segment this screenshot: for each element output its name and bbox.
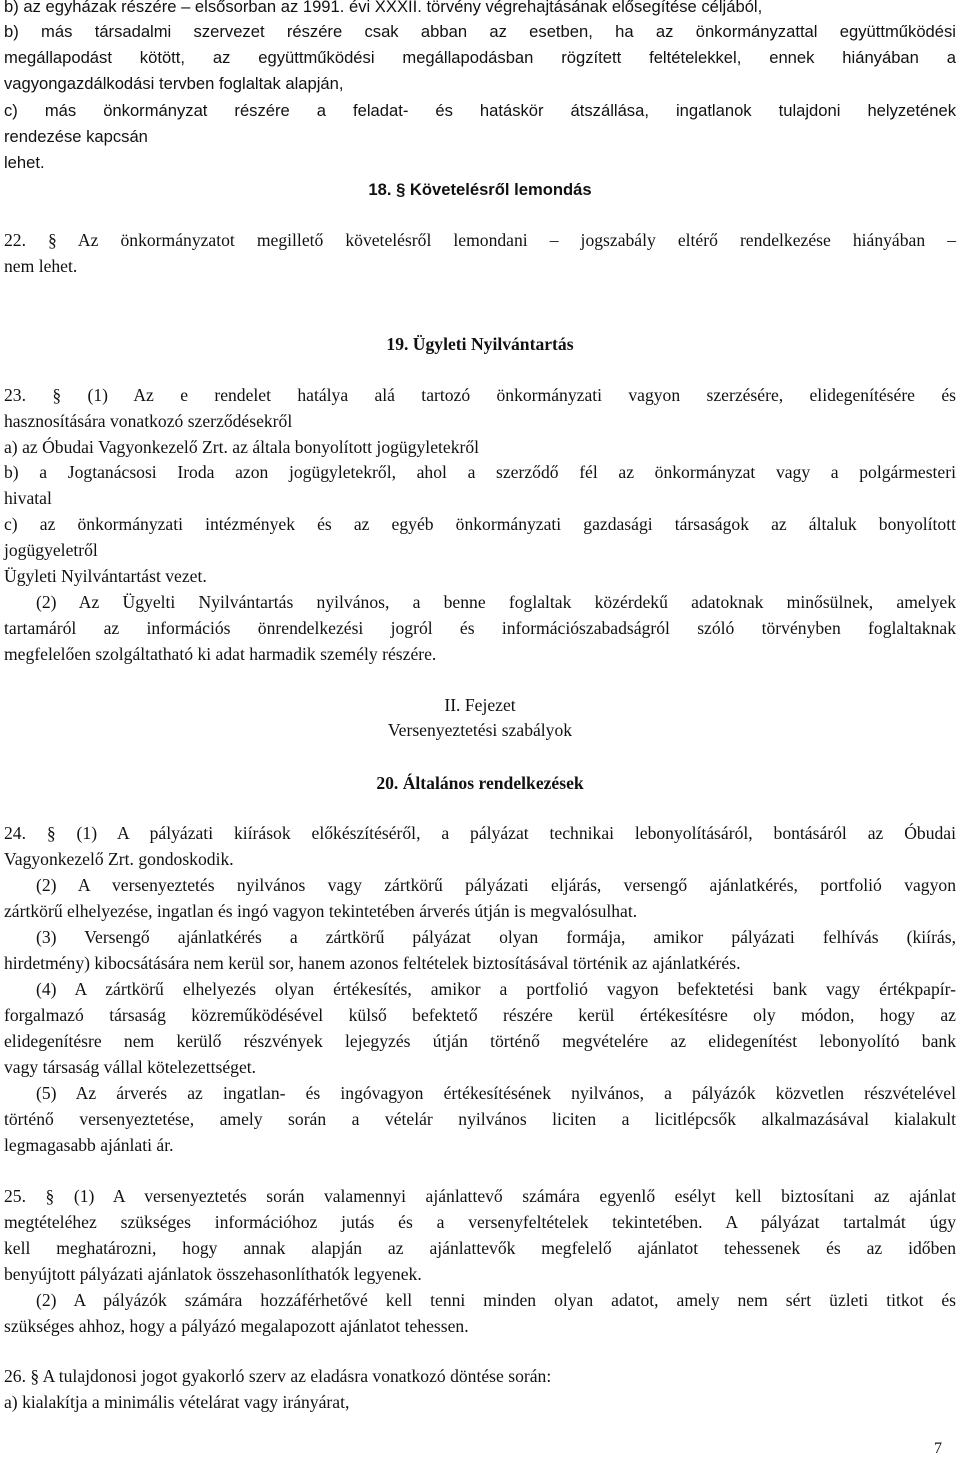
text-line: legmagasabb ajánlati ár. [4, 1135, 174, 1155]
text-line: megfelelően szolgáltatható ki adat harmadik személy részére. [4, 644, 437, 664]
section-heading: 20. Általános rendelkezések [376, 773, 584, 793]
page-number: 7 [934, 1440, 942, 1457]
text-line: megállapodást kötött, az együttműködési megállapodásban rögzített feltételekkel, ennek hiányában a [4, 48, 956, 67]
text-line: 24. § (1) A pályázati kiírások előkészítéséről, a pályázat technikai lebonyolításáról, bontásáról az Óbudai [4, 823, 956, 843]
section-heading: 19. Ügyleti Nyilvántartás [386, 334, 574, 354]
text-line: c) az önkormányzati intézmények és az egyéb önkormányzati gazdasági társaságok az általuk bonyolított [4, 514, 956, 534]
text-line: nem lehet. [4, 256, 78, 276]
text-line: (5) Az árverés az ingatlan- és ingóvagyon értékesítésének nyilvános, a pályázók közvetlen részvételével [36, 1083, 956, 1103]
text-line: b) az egyházak részére – elsősorban az 1991. évi XXXII. törvény végrehajtásának elősegítése céljából, [4, 0, 763, 16]
text-line: hirdetmény) kibocsátására nem kerül sor, hanem azonos feltételek biztosításával történik az ajánlatkérés. [4, 953, 741, 973]
section-heading: 18. § Követelésről lemondás [368, 180, 592, 199]
text-line: lehet. [4, 153, 45, 172]
text-line: hasznosítására vonatkozó szerződésekről [4, 411, 293, 431]
text-line: megtételéhez szükséges információhoz jutás és a versenyfeltételek tekintetében. A pályázat tartalmát úgy [4, 1212, 956, 1232]
text-line: zártkörű elhelyezése, ingatlan és ingó vagyon tekintetében árverés útján is megvalósulhat. [4, 901, 638, 921]
text-line: vagyongazdálkodási tervben foglaltak alapján, [4, 74, 344, 93]
text-line: 23. § (1) Az e rendelet hatálya alá tartozó önkormányzati vagyon szerzésére, elidegenítésére és [4, 385, 956, 405]
text-line: benyújtott pályázati ajánlatok összehasonlíthatók legyenek. [4, 1264, 422, 1284]
text-line: hivatal [4, 488, 52, 508]
text-line: a) kialakítja a minimális vételárat vagy irányárat, [4, 1392, 350, 1412]
text-line: Ügyleti Nyilvántartást vezet. [4, 566, 207, 586]
text-line: 26. § A tulajdonosi jogot gyakorló szerv az eladásra vonatkozó döntése során: [4, 1366, 552, 1386]
text-line: jogügyeletről [4, 540, 98, 560]
text-line: (3) Versengő ajánlatkérés a zártkörű pályázat olyan formája, amikor pályázati felhívás (kiírás, [36, 927, 956, 947]
text-line: kell meghatározni, hogy annak alapján az ajánlattevők megfelelő ajánlatot tehessenek és az időben [4, 1238, 956, 1258]
text-line: vagy társaság vállal kötelezettséget. [4, 1057, 257, 1077]
text-line: elidegenítésre nem kerülő részvények lejegyzés útján történő megvételére az elidegenítést lebonyolító bank [4, 1031, 956, 1051]
text-line: (2) A versenyeztetés nyilvános vagy zártkörű pályázati eljárás, versengő ajánlatkérés, portfolió vagyon [36, 875, 956, 895]
text-line: rendezése kapcsán [4, 127, 148, 146]
text-line: tartamáról az információs önrendelkezési jogról és információszabadságról szóló törvényben foglaltaknak [4, 618, 956, 638]
text-line: szükséges ahhoz, hogy a pályázó megalapozott ajánlatot tehessen. [4, 1316, 469, 1336]
text-line: Vagyonkezelő Zrt. gondoskodik. [4, 849, 234, 869]
text-line: 25. § (1) A versenyeztetés során valamennyi ajánlattevő számára egyenlő esélyt kell biztosítani az ajánlat [4, 1186, 956, 1206]
chapter-title: Versenyeztetési szabályok [387, 720, 573, 740]
text-line: (2) A pályázók számára hozzáférhetővé kell tenni minden olyan adatot, amely nem sért üzleti titkot és [36, 1290, 956, 1310]
text-line: történő versenyeztetése, amely során a vételár nyilvános liciten a licitlépcsők alkalmazásával kialakult [4, 1109, 956, 1129]
text-line: 22. § Az önkormányzatot megillető követelésről lemondani – jogszabály eltérő rendelkezése hiányában – [4, 230, 956, 250]
text-line: b) a Jogtanácsosi Iroda azon jogügyletekről, ahol a szerződő fél az önkormányzat vagy a polgármesteri [4, 462, 956, 482]
text-line: a) az Óbudai Vagyonkezelő Zrt. az általa bonyolított jogügyletekről [4, 437, 480, 457]
text-line: b) más társadalmi szervezet részére csak abban az esetben, ha az önkormányzattal együttműködési [4, 22, 956, 41]
text-line: (2) Az Ügyelti Nyilvántartás nyilvános, a benne foglaltak közérdekű adatoknak minősülnek, amelyek [36, 592, 956, 612]
text-line: (4) A zártkörű elhelyezés olyan értékesítés, amikor a portfolió vagyon befektetési bank vagy értékpapír- [36, 979, 956, 999]
text-line: c) más önkormányzat részére a feladat- és hatáskör átszállása, ingatlanok tulajdoni helyzetének [4, 101, 956, 120]
chapter-number: II. Fejezet [444, 695, 516, 715]
text-line: forgalmazó társaság közreműködésével külső befektető részére kerül értékesítésre oly módon, hogy az [4, 1005, 956, 1025]
